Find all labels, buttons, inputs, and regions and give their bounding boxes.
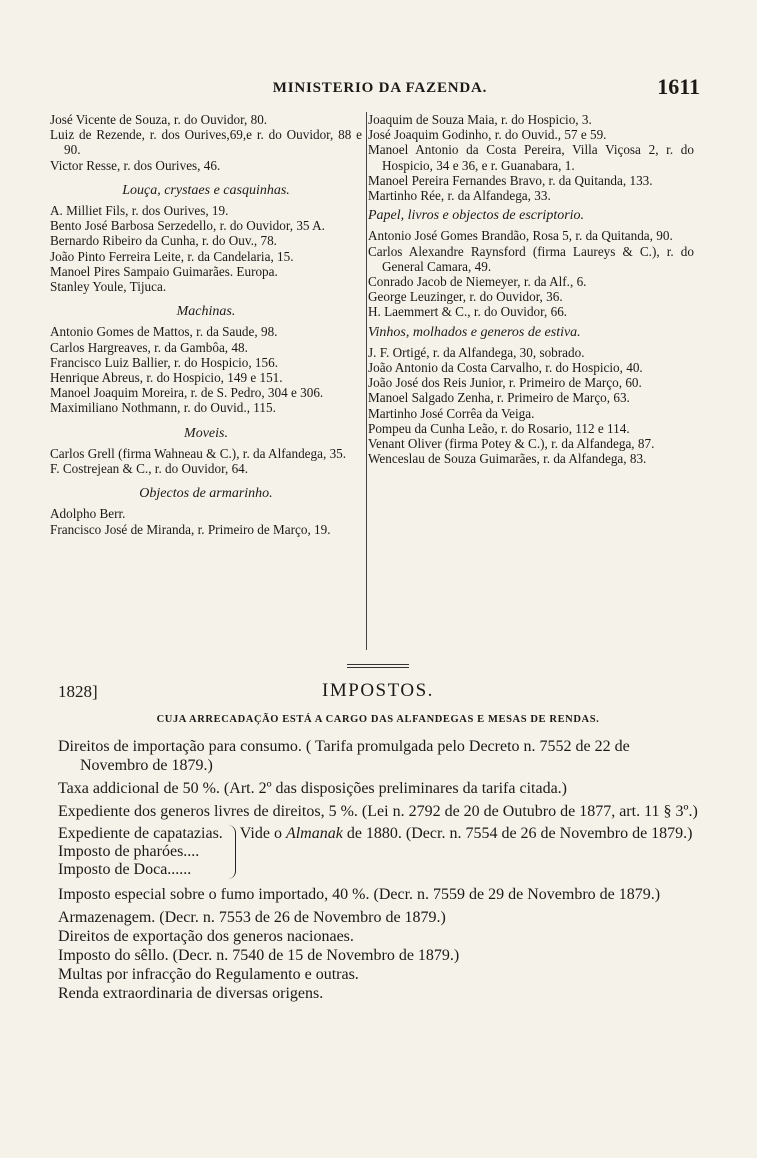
list-item: João José dos Reis Junior, r. Primeiro de Março, 60.: [368, 375, 642, 391]
list-item: Bernardo Ribeiro da Cunha, r. do Ouv., 78.: [50, 233, 277, 249]
impostos-header: [58, 680, 698, 708]
list-item: João Antonio da Costa Carvalho, r. do Hospicio, 40.: [368, 360, 643, 376]
bracketed-taxes: [58, 825, 698, 879]
list-item: Manoel Salgado Zenha, r. Primeiro de Março, 63.: [368, 390, 630, 406]
list-item: Manoel Antonio da Costa Pereira, Villa Viçosa 2, r. do Hospicio, 34 e 36, e r. Guanabara, 1.: [368, 142, 694, 173]
list-item: José Joaquim Godinho, r. do Ouvid., 57 e 59.: [368, 127, 607, 143]
section-heading-louca: Louça, crystaes e casquinhas.: [122, 182, 290, 198]
list-item: H. Laemmert & C., r. do Ouvidor, 66.: [368, 304, 568, 320]
list-item: Maximiliano Nothmann, r. do Ouvid., 115.: [50, 400, 276, 416]
section-reference: 1828]: [58, 682, 98, 701]
left-column: [50, 112, 367, 650]
list-item: Pompeu da Cunha Leão, r. do Rosario, 112 e 114.: [368, 420, 630, 436]
list-item: Adolpho Berr.: [50, 506, 126, 522]
tax-item: Expediente dos generos livres de direitos, 5 %. (Lei n. 2792 de 20 de Outubro de 1877, art. 11 § 3º.): [58, 803, 698, 820]
list-item: Antonio Gomes de Mattos, r. da Saude, 98.: [50, 324, 278, 340]
list-item: George Leuzinger, r. do Ouvidor, 36.: [368, 289, 563, 305]
list-item: F. Costrejean & C., r. do Ouvidor, 64.: [50, 461, 249, 477]
impostos-subtitle: CUJA ARRECADAÇÃO ESTÁ A CARGO DAS ALFANDEGAS E MESAS DE RENDAS.: [156, 714, 600, 725]
tax-item: Imposto especial sobre o fumo importado, 40 %. (Decr. n. 7559 de 29 de Novembro de 1879.): [58, 886, 661, 903]
brace: [225, 825, 236, 879]
page-header: [60, 74, 700, 102]
list-item: Martinho José Corrêa da Veiga.: [368, 405, 535, 421]
note-prefix: Vide o: [239, 825, 286, 842]
divider: [347, 664, 409, 665]
list-item: João Pinto Ferreira Leite, r. da Candelaria, 15.: [50, 248, 294, 264]
tax-item: Direitos de importação para consumo. ( Tarifa promulgada pelo Decreto n. 7552 de 22 de Novembro de 1879.): [58, 738, 630, 774]
list-item: Venant Oliver (firma Potey & C.), r. da Alfandega, 87.: [368, 436, 655, 452]
tax-item: Expediente de capatazias.: [58, 825, 223, 842]
list-item: Francisco José de Miranda, r. Primeiro de Março, 19.: [50, 521, 331, 537]
list-item: Francisco Luiz Ballier, r. do Hospicio, 156.: [50, 354, 279, 370]
tax-item: Multas por infracção do Regulamento e outras.: [58, 966, 359, 983]
list-item: Carlos Hargreaves, r. da Gambôa, 48.: [50, 339, 248, 355]
list-item: Carlos Grell (firma Wahneau & C.), r. da Alfandega, 35.: [50, 445, 347, 461]
list-item: Stanley Youle, Tijuca.: [50, 279, 167, 295]
section-heading-vinhos: Vinhos, molhados e generos de estiva.: [368, 324, 581, 340]
bracket-items: [58, 825, 223, 879]
note-almanak: Almanak: [285, 825, 343, 842]
bracket-note: [240, 825, 698, 879]
right-column: [368, 112, 694, 466]
tax-item: Direitos de exportação dos generos nacionaes.: [58, 928, 354, 945]
running-title: MINISTERIO DA FAZENDA.: [272, 80, 488, 96]
list-item: Wenceslau de Souza Guimarães, r. da Alfandega, 83.: [368, 451, 647, 467]
page-number: 1611: [657, 74, 700, 99]
list-item: Manoel Pires Sampaio Guimarães. Europa.: [50, 263, 278, 279]
tax-item: Imposto do sêllo. (Decr. n. 7540 de 15 de Novembro de 1879.): [58, 947, 460, 964]
section-heading-moveis: Moveis.: [184, 425, 228, 441]
list-item: José Vicente de Souza, r. do Ouvidor, 80.: [50, 112, 268, 127]
divider: [347, 667, 409, 668]
tax-item: Taxa addicional de 50 %. (Art. 2º das disposições preliminares da tarifa citada.): [58, 780, 567, 797]
note-suffix: de 1880. (Decr. n. 7554 de 26 de Novembro de 1879.): [342, 825, 693, 842]
impostos-section: [58, 680, 698, 1003]
list-item: Joaquim de Souza Maia, r. do Hospicio, 3.: [368, 112, 592, 127]
section-heading-machinas: Machinas.: [176, 304, 236, 320]
tax-item: Imposto de pharóes....: [58, 843, 200, 860]
list-item: Manoel Joaquim Moreira, r. de S. Pedro, 304 e 306.: [50, 385, 324, 401]
tax-item: Imposto de Doca......: [58, 861, 192, 878]
list-item: Antonio José Gomes Brandão, Rosa 5, r. da Quitanda, 90.: [368, 228, 673, 244]
list-item: Bento José Barbosa Serzedello, r. do Ouvidor, 35 A.: [50, 218, 325, 234]
list-item: Luiz de Rezende, r. dos Ourives,69,e r. do Ouvidor, 88 e 90.: [50, 127, 362, 158]
list-item: Manoel Pereira Fernandes Bravo, r. da Quitanda, 133.: [368, 172, 653, 188]
list-item: Martinho Rée, r. da Alfandega, 33.: [368, 188, 551, 204]
directory-columns: [50, 112, 695, 657]
list-item: Conrado Jacob de Niemeyer, r. da Alf., 6.: [368, 274, 587, 290]
section-heading-papel: Papel, livros e objectos de escriptorio.: [368, 208, 585, 224]
list-item: A. Milliet Fils, r. dos Ourives, 19.: [50, 203, 229, 219]
impostos-title: IMPOSTOS.: [322, 680, 434, 701]
list-item: J. F. Ortigé, r. da Alfandega, 30, sobrado.: [368, 344, 585, 360]
list-item: Victor Resse, r. dos Ourives, 46.: [50, 157, 221, 173]
tax-item: Armazenagem. (Decr. n. 7553 de 26 de Novembro de 1879.): [58, 909, 446, 926]
tax-item: Renda extraordinaria de diversas origens.: [58, 985, 324, 1002]
list-item: Henrique Abreus, r. do Hospicio, 149 e 151.: [50, 370, 283, 386]
section-heading-armarinho: Objectos de armarinho.: [139, 486, 273, 502]
list-item: Carlos Alexandre Raynsford (firma Laureys & C.), r. do General Camara, 49.: [368, 243, 694, 274]
